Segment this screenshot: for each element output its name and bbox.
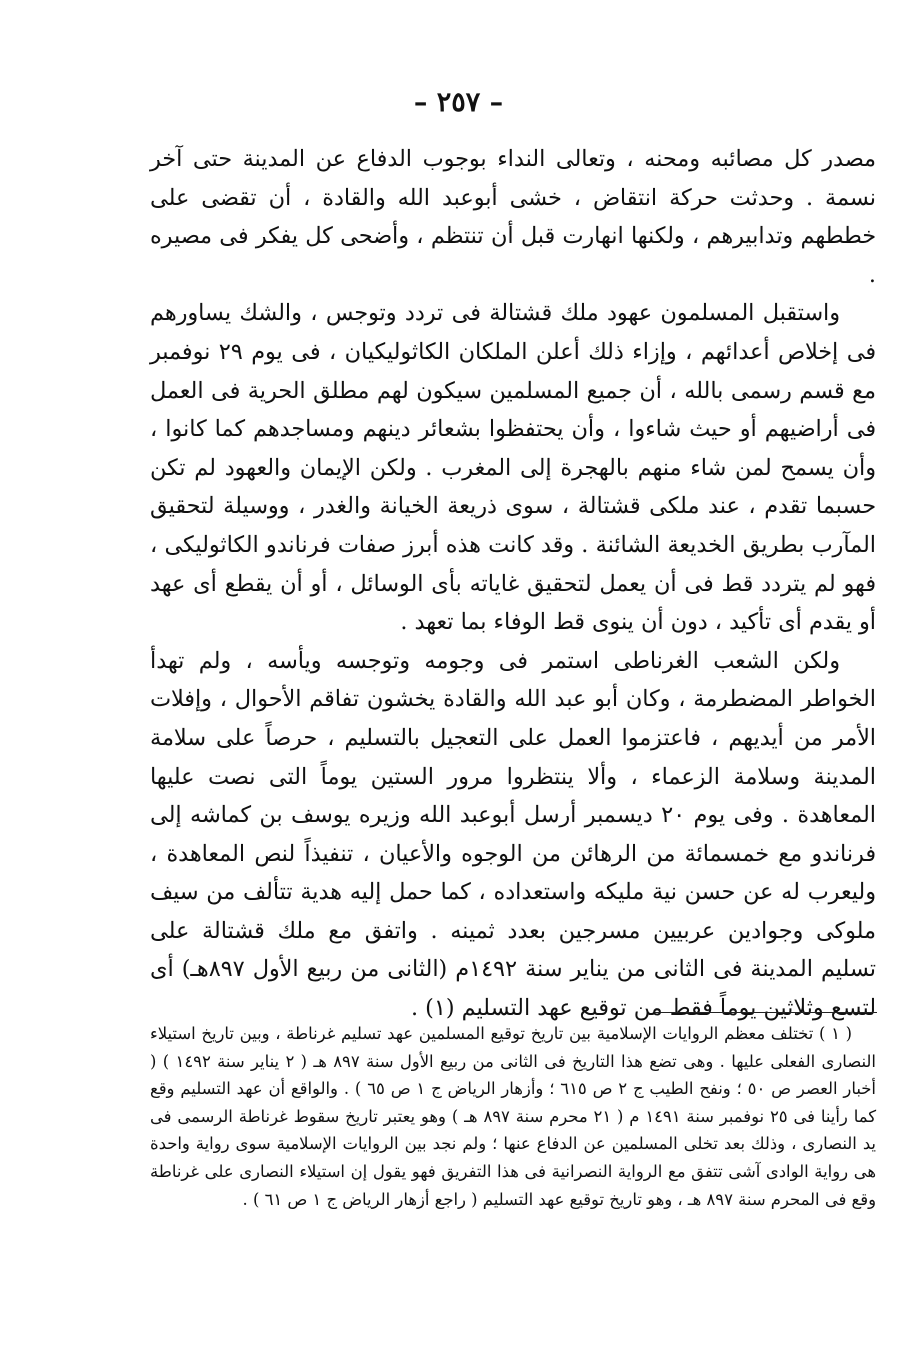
paragraph: ولكن الشعب الغرناطى استمر فى وجومه وتوجسه ويأسه ، ولم تهدأ الخواطر المضطرمة ، وكان أبو عبد الله والقادة يخشون تفاقم الأحوال ، وإفلات الأمر من أيديهم ، فاعتزموا العمل على التعجيل بالتسليم ، حرصاً على سلامة المدينة وسلامة الزعماء ، وألا ينتظروا مرور الستين يوماً التى نصت عليها المعاهدة . وفى يوم ٢٠ ديسمبر أرسل أبوعبد الله وزيره يوسف بن كماشه إلى فرناندو مع خمسمائة من الرهائن من الوجوه والأعيان ، تنفيذاً لنص المعاهدة ، وليعرب له عن حسن نية مليكه واستعداده ، كما حمل إليه هدية تتألف من سيف ملوكى وجوادين عربيين مسرجين بعدد ثمينه . واتفق مع ملك قشتالة على تسليم المدينة فى الثانى من يناير سنة ١٤٩٢م (الثانى من ربيع الأول ٨٩٧هـ) أى لتسع وثلاثين يوماً فقط من توقيع عهد التسليم (١) .	[150, 647, 876, 1022]
main-text	[150, 140, 876, 1028]
footnote-text: ( ١ ) تختلف معظم الروايات الإسلامية بين تاريخ توقيع المسلمين عهد تسليم غرناطة ، وبين تاريخ استيلاء النصارى الفعلى عليها . وهى تضع هذا التاريخ فى الثانى من ربيع الأول سنة ٨٩٧ هـ ( ٢ يناير سنة ١٤٩٢ ) ( أخبار العصر ص ٥٠ ؛ ونفح الطيب ج ٢ ص ٦١٥ ؛ وأزهار الرياض ج ١ ص ٦٥ ) . والواقع أن عهد التسليم وقع كما رأينا فى ٢٥ نوفمبر سنة ١٤٩١ م ( ٢١ محرم سنة ٨٩٧ هـ ) وهو يعتبر تاريخ سقوط غرناطة الرسمى فى يد النصارى ، وذلك بعد تخلى المسلمين عن الدفاع عنها ؛ ولم نجد بين الروايات الإسلامية سوى رواية واحدة هى رواية الوادى آشى تتفق مع الرواية النصرانية فى هذا التفريق فهو يقول إن استيلاء النصارى على غرناطة وقع فى المحرم سنة ٨٩٧ هـ ، وهو تاريخ توقيع عهد التسليم ( راجع أزهار الرياض ج ١ ص ٦١ ) .	[150, 1024, 876, 1209]
paragraph: مصدر كل مصائبه ومحنه ، وتعالى النداء بوجوب الدفاع عن المدينة حتى آخر نسمة . وحدثت حركة انتقاض ، خشى أبوعبد الله والقادة ، أن تقضى على خططهم وتدابيرهم ، ولكنها انهارت قبل أن تنتظم ، وأضحى كل يفكر فى مصيره .	[150, 146, 876, 288]
footnote	[150, 1020, 876, 1213]
page-number: – ٢٥٧ –	[413, 87, 504, 118]
paragraph: واستقبل المسلمون عهود ملك قشتالة فى تردد وتوجس ، والشك يساورهم فى إخلاص أعدائهم ، وإزاء ذلك أعلن الملكان الكاثوليكيان ، فى يوم ٢٩ نوفمبر مع قسم رسمى بالله ، أن جميع المسلمين سيكون لهم مطلق الحرية فى العمل فى أراضيهم أو حيث شاءوا ، وأن يحتفظوا بشعائر دينهم ومساجدهم كما كانوا ، وأن يسمح لمن شاء منهم بالهجرة إلى المغرب . ولكن الإيمان والعهود لم تكن حسبما تقدم ، عند ملكى قشتالة ، سوى ذريعة الخيانة والغدر ، ووسيلة لتحقيق المآرب بطريق الخديعة الشائنة . وقد كانت هذه أبرز صفات فرناندو الكاثوليكى ، فهو لم يتردد قط فى أن يعمل لتحقيق غاياته بأى الوسائل ، أو أن يقطع أى عهد أو يقدم أى تأكيد ، دون أن ينوى قط الوفاء بما تعهد .	[150, 300, 876, 636]
footnote-divider	[655, 1012, 877, 1013]
